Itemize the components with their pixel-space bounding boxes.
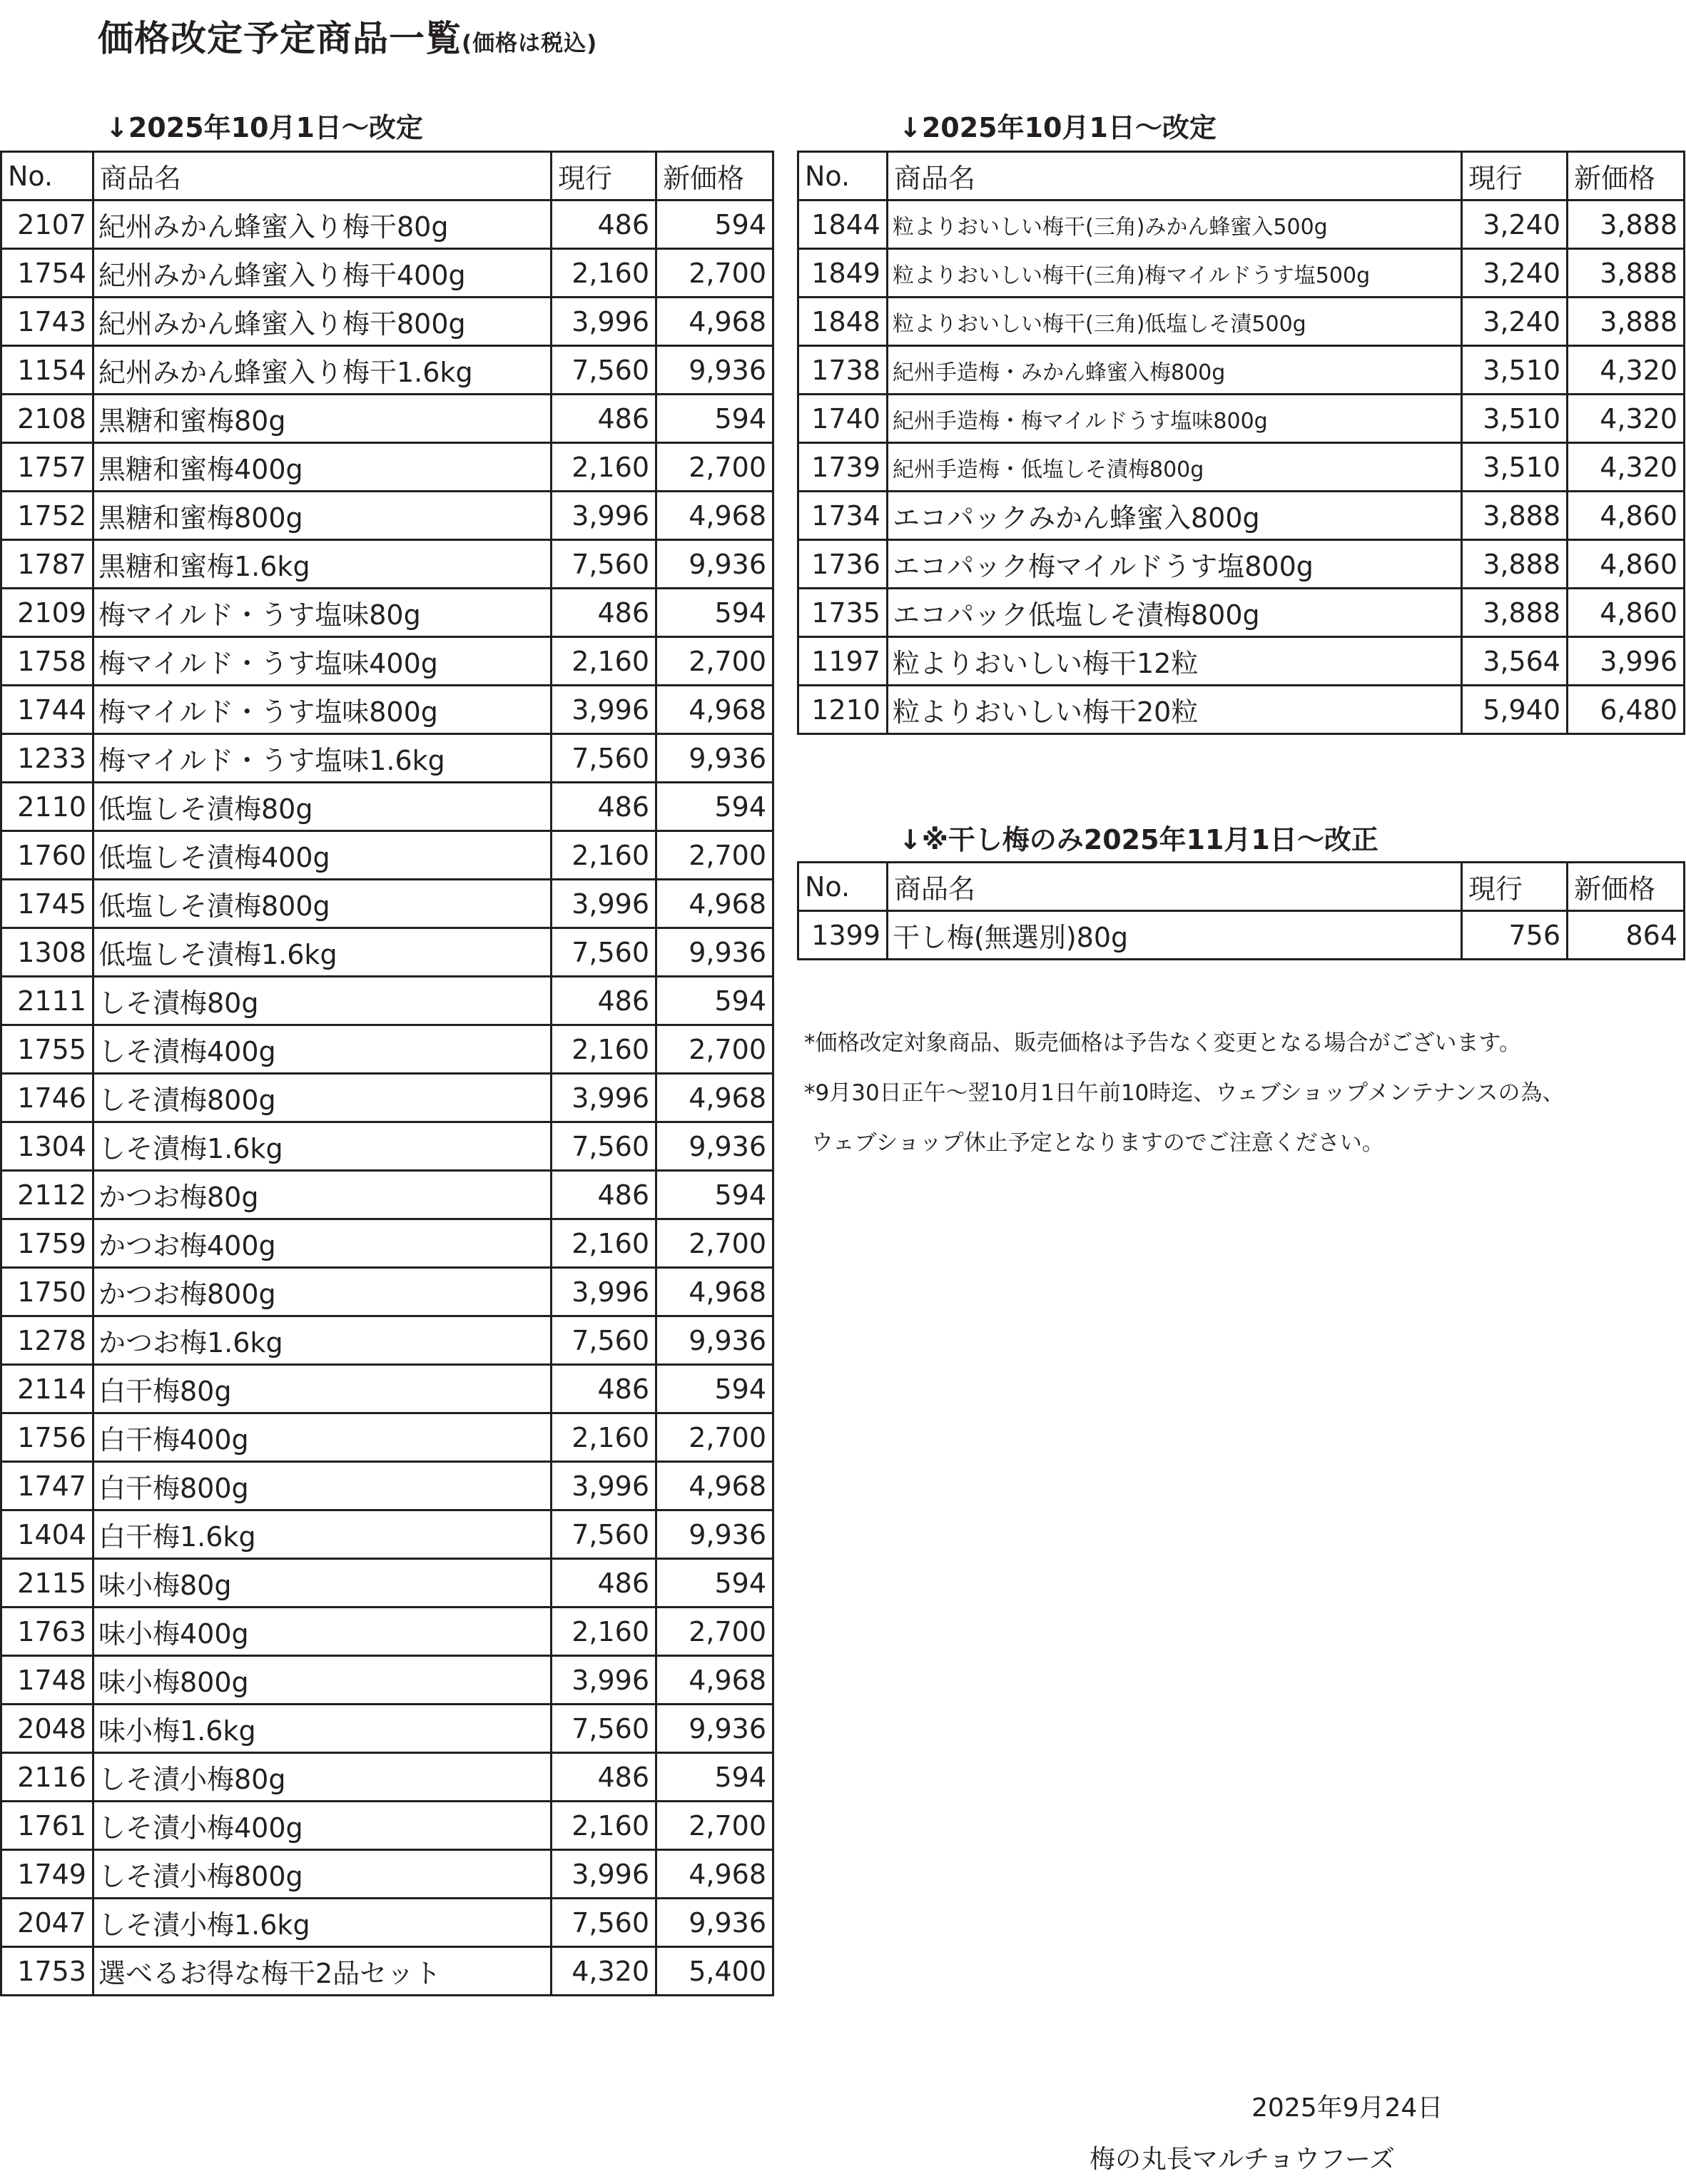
product-name: 味小梅400g [93, 1607, 552, 1656]
table-row [1, 1947, 773, 1996]
table-row [1, 1365, 773, 1413]
new-price: 4,860 [1568, 540, 1685, 589]
new-price: 2,700 [656, 637, 773, 686]
current-price: 486 [552, 783, 656, 831]
product-number: 1404 [1, 1510, 93, 1559]
product-number: 1210 [798, 686, 888, 734]
new-price: 2,700 [656, 1025, 773, 1074]
product-number: 1752 [1, 492, 93, 540]
new-price: 4,320 [1568, 395, 1685, 443]
table-row [1, 589, 773, 637]
current-price: 2,160 [552, 1219, 656, 1268]
current-price: 7,560 [552, 734, 656, 783]
product-number: 2111 [1, 977, 93, 1025]
product-name: 紀州みかん蜂蜜入り梅干1.6kg [93, 346, 552, 395]
current-price: 7,560 [552, 1899, 656, 1947]
table-row [1, 1268, 773, 1316]
product-name: 紀州みかん蜂蜜入り梅干800g [93, 298, 552, 346]
product-number: 1748 [1, 1656, 93, 1705]
hoshi-section-heading: ↓※干し梅のみ2025年11月1日～改正 [899, 824, 1378, 855]
product-number: 1399 [798, 911, 888, 960]
new-price: 4,968 [656, 1850, 773, 1899]
product-number: 2109 [1, 589, 93, 637]
product-name: 粒よりおいしい梅干(三角)低塩しそ漬500g [888, 298, 1462, 346]
table-row [798, 686, 1685, 734]
product-name: 粒よりおいしい梅干(三角)みかん蜂蜜入500g [888, 200, 1462, 249]
product-number: 1849 [798, 249, 888, 298]
new-price: 4,860 [1568, 492, 1685, 540]
product-name: 梅マイルド・うす塩味1.6kg [93, 734, 552, 783]
product-name: 白干梅1.6kg [93, 1510, 552, 1559]
table-row [1, 734, 773, 783]
product-number: 1753 [1, 1947, 93, 1996]
right-price-table [797, 151, 1685, 735]
product-name: しそ漬小梅800g [93, 1850, 552, 1899]
table-row [798, 492, 1685, 540]
product-number: 1735 [798, 589, 888, 637]
current-price: 2,160 [552, 831, 656, 880]
table-row [1, 686, 773, 734]
product-number: 1749 [1, 1850, 93, 1899]
table-row [1, 298, 773, 346]
right-section-heading: ↓2025年10月1日～改定 [899, 112, 1217, 143]
table-row [1, 395, 773, 443]
table-row [798, 395, 1685, 443]
new-price: 4,320 [1568, 346, 1685, 395]
product-name: 味小梅1.6kg [93, 1705, 552, 1753]
product-name: エコパックみかん蜂蜜入800g [888, 492, 1462, 540]
current-price: 3,996 [552, 1850, 656, 1899]
product-name: 紀州みかん蜂蜜入り梅干80g [93, 200, 552, 249]
table-row [1, 1850, 773, 1899]
table-header-row [1, 152, 773, 200]
product-number: 1743 [1, 298, 93, 346]
new-price: 9,936 [656, 1899, 773, 1947]
note-maintenance: *9月30日正午～翌10月1日午前10時迄、ウェブショップメンテナンスの為、 [804, 1080, 1565, 1106]
table-row [1, 637, 773, 686]
product-name: 低塩しそ漬梅400g [93, 831, 552, 880]
new-price: 9,936 [656, 1705, 773, 1753]
issue-date: 2025年9月24日 [1251, 2093, 1443, 2123]
product-number: 1757 [1, 443, 93, 492]
new-price: 5,400 [656, 1947, 773, 1996]
table-row [798, 249, 1685, 298]
col-header-new: 新価格 [656, 152, 773, 200]
product-number: 1745 [1, 880, 93, 928]
product-name: 白干梅80g [93, 1365, 552, 1413]
product-name: 黒糖和蜜梅1.6kg [93, 540, 552, 589]
current-price: 3,996 [552, 298, 656, 346]
product-number: 1761 [1, 1802, 93, 1850]
current-price: 7,560 [552, 928, 656, 977]
table-row [1, 1171, 773, 1219]
product-name: かつお梅400g [93, 1219, 552, 1268]
product-name: しそ漬小梅80g [93, 1753, 552, 1802]
current-price: 3,996 [552, 1462, 656, 1510]
product-number: 1744 [1, 686, 93, 734]
new-price: 594 [656, 783, 773, 831]
current-price: 486 [552, 200, 656, 249]
current-price: 2,160 [552, 443, 656, 492]
product-name: 低塩しそ漬梅1.6kg [93, 928, 552, 977]
current-price: 3,888 [1462, 589, 1568, 637]
current-price: 7,560 [552, 1316, 656, 1365]
product-name: かつお梅800g [93, 1268, 552, 1316]
new-price: 9,936 [656, 540, 773, 589]
current-price: 486 [552, 1171, 656, 1219]
current-price: 3,996 [552, 492, 656, 540]
current-price: 3,996 [552, 686, 656, 734]
product-name: 粒よりおいしい梅干12粒 [888, 637, 1462, 686]
product-number: 1154 [1, 346, 93, 395]
table-row [798, 443, 1685, 492]
company-name: 梅の丸長マルチョウフーズ [1090, 2145, 1396, 2174]
product-number: 2108 [1, 395, 93, 443]
new-price: 4,968 [656, 1268, 773, 1316]
product-name: かつお梅1.6kg [93, 1316, 552, 1365]
product-name: 紀州手造梅・みかん蜂蜜入梅800g [888, 346, 1462, 395]
left-price-table [0, 151, 774, 1996]
table-row [798, 346, 1685, 395]
current-price: 2,160 [552, 249, 656, 298]
product-name: かつお梅80g [93, 1171, 552, 1219]
table-row [798, 589, 1685, 637]
new-price: 3,888 [1568, 200, 1685, 249]
new-price: 3,888 [1568, 298, 1685, 346]
product-name: 低塩しそ漬梅80g [93, 783, 552, 831]
product-name: しそ漬梅800g [93, 1074, 552, 1122]
current-price: 3,510 [1462, 395, 1568, 443]
table-header-row [798, 863, 1685, 911]
new-price: 3,996 [1568, 637, 1685, 686]
product-name: 梅マイルド・うす塩味400g [93, 637, 552, 686]
product-name: 紀州みかん蜂蜜入り梅干400g [93, 249, 552, 298]
product-name: 干し梅(無選別)80g [888, 911, 1462, 960]
current-price: 3,564 [1462, 637, 1568, 686]
col-header-current: 現行 [552, 152, 656, 200]
current-price: 486 [552, 589, 656, 637]
product-number: 2115 [1, 1559, 93, 1607]
current-price: 486 [552, 1365, 656, 1413]
new-price: 2,700 [656, 831, 773, 880]
table-row [1, 249, 773, 298]
current-price: 486 [552, 977, 656, 1025]
product-name: エコパック低塩しそ漬梅800g [888, 589, 1462, 637]
current-price: 3,240 [1462, 298, 1568, 346]
table-row [1, 1559, 773, 1607]
product-name: しそ漬梅80g [93, 977, 552, 1025]
current-price: 3,996 [552, 880, 656, 928]
current-price: 486 [552, 1753, 656, 1802]
new-price: 594 [656, 977, 773, 1025]
product-number: 1738 [798, 346, 888, 395]
table-row [1, 1462, 773, 1510]
product-number: 1746 [1, 1074, 93, 1122]
product-number: 1844 [798, 200, 888, 249]
current-price: 2,160 [552, 1802, 656, 1850]
hoshi-price-table [797, 861, 1685, 960]
new-price: 594 [656, 1365, 773, 1413]
table-row [1, 1219, 773, 1268]
current-price: 3,510 [1462, 346, 1568, 395]
new-price: 2,700 [656, 1607, 773, 1656]
col-header-current: 現行 [1462, 863, 1568, 911]
table-row [1, 1413, 773, 1462]
table-row [1, 540, 773, 589]
product-name: しそ漬梅1.6kg [93, 1122, 552, 1171]
product-number: 1754 [1, 249, 93, 298]
current-price: 2,160 [552, 1607, 656, 1656]
new-price: 9,936 [656, 1316, 773, 1365]
current-price: 756 [1462, 911, 1568, 960]
product-number: 2114 [1, 1365, 93, 1413]
left-section-heading: ↓2025年10月1日～改定 [106, 112, 423, 143]
current-price: 2,160 [552, 1413, 656, 1462]
product-number: 1197 [798, 637, 888, 686]
table-row [1, 977, 773, 1025]
new-price: 9,936 [656, 346, 773, 395]
new-price: 2,700 [656, 1802, 773, 1850]
current-price: 2,160 [552, 1025, 656, 1074]
product-number: 1736 [798, 540, 888, 589]
col-header-name: 商品名 [888, 863, 1462, 911]
product-number: 1758 [1, 637, 93, 686]
new-price: 4,860 [1568, 589, 1685, 637]
product-number: 1734 [798, 492, 888, 540]
new-price: 4,968 [656, 1656, 773, 1705]
table-row [1, 1025, 773, 1074]
product-number: 1763 [1, 1607, 93, 1656]
product-number: 1759 [1, 1219, 93, 1268]
product-name: 梅マイルド・うす塩味80g [93, 589, 552, 637]
product-number: 1233 [1, 734, 93, 783]
title-tax-note: (価格は税込) [462, 31, 598, 56]
current-price: 3,240 [1462, 200, 1568, 249]
new-price: 9,936 [656, 1122, 773, 1171]
product-name: 白干梅400g [93, 1413, 552, 1462]
table-row [1, 1316, 773, 1365]
table-row [1, 1705, 773, 1753]
product-name: 選べるお得な梅干2品セット [93, 1947, 552, 1996]
new-price: 9,936 [656, 734, 773, 783]
product-number: 1304 [1, 1122, 93, 1171]
current-price: 3,996 [552, 1074, 656, 1122]
product-number: 1755 [1, 1025, 93, 1074]
col-header-no: No. [798, 152, 888, 200]
product-name: 粒よりおいしい梅干20粒 [888, 686, 1462, 734]
table-row [1, 1074, 773, 1122]
product-number: 1278 [1, 1316, 93, 1365]
table-row [1, 1802, 773, 1850]
product-number: 1740 [798, 395, 888, 443]
product-number: 1848 [798, 298, 888, 346]
product-number: 2047 [1, 1899, 93, 1947]
new-price: 864 [1568, 911, 1685, 960]
new-price: 9,936 [656, 928, 773, 977]
table-row [1, 1510, 773, 1559]
current-price: 3,888 [1462, 540, 1568, 589]
new-price: 4,968 [656, 1074, 773, 1122]
new-price: 4,968 [656, 880, 773, 928]
new-price: 6,480 [1568, 686, 1685, 734]
new-price: 594 [656, 395, 773, 443]
product-number: 2107 [1, 200, 93, 249]
product-number: 1747 [1, 1462, 93, 1510]
page-title [98, 10, 597, 61]
new-price: 2,700 [656, 443, 773, 492]
new-price: 2,700 [656, 249, 773, 298]
current-price: 3,240 [1462, 249, 1568, 298]
product-name: 粒よりおいしい梅干(三角)梅マイルドうす塩500g [888, 249, 1462, 298]
product-number: 2112 [1, 1171, 93, 1219]
table-row [1, 880, 773, 928]
product-name: 白干梅800g [93, 1462, 552, 1510]
product-number: 1756 [1, 1413, 93, 1462]
product-name: 黒糖和蜜梅400g [93, 443, 552, 492]
current-price: 3,510 [1462, 443, 1568, 492]
product-number: 1787 [1, 540, 93, 589]
table-row [798, 637, 1685, 686]
table-row [798, 200, 1685, 249]
current-price: 4,320 [552, 1947, 656, 1996]
table-row [1, 200, 773, 249]
table-row [798, 540, 1685, 589]
new-price: 594 [656, 1753, 773, 1802]
product-name: 黒糖和蜜梅80g [93, 395, 552, 443]
new-price: 4,320 [1568, 443, 1685, 492]
col-header-new: 新価格 [1568, 152, 1685, 200]
product-name: 黒糖和蜜梅800g [93, 492, 552, 540]
current-price: 5,940 [1462, 686, 1568, 734]
current-price: 7,560 [552, 540, 656, 589]
note-maintenance-cont: ウェブショップ休止予定となりますのでご注意ください。 [804, 1130, 1384, 1156]
table-row [1, 346, 773, 395]
product-number: 1760 [1, 831, 93, 880]
new-price: 594 [656, 1171, 773, 1219]
note-price-change: *価格改定対象商品、販売価格は予告なく変更となる場合がございます。 [804, 1030, 1522, 1056]
table-row [1, 783, 773, 831]
current-price: 486 [552, 1559, 656, 1607]
table-row [1, 1656, 773, 1705]
new-price: 3,888 [1568, 249, 1685, 298]
current-price: 486 [552, 395, 656, 443]
product-name: 低塩しそ漬梅800g [93, 880, 552, 928]
product-name: しそ漬梅400g [93, 1025, 552, 1074]
new-price: 4,968 [656, 686, 773, 734]
col-header-name: 商品名 [93, 152, 552, 200]
product-name: しそ漬小梅1.6kg [93, 1899, 552, 1947]
product-name: しそ漬小梅400g [93, 1802, 552, 1850]
table-row [1, 443, 773, 492]
new-price: 9,936 [656, 1510, 773, 1559]
current-price: 3,996 [552, 1656, 656, 1705]
col-header-no: No. [798, 863, 888, 911]
table-row [1, 1607, 773, 1656]
product-number: 1308 [1, 928, 93, 977]
product-name: 紀州手造梅・梅マイルドうす塩味800g [888, 395, 1462, 443]
current-price: 7,560 [552, 1510, 656, 1559]
product-number: 1750 [1, 1268, 93, 1316]
table-row [1, 928, 773, 977]
product-number: 2110 [1, 783, 93, 831]
current-price: 7,560 [552, 1122, 656, 1171]
table-row [1, 831, 773, 880]
col-header-no: No. [1, 152, 93, 200]
table-row [1, 1899, 773, 1947]
product-name: 梅マイルド・うす塩味800g [93, 686, 552, 734]
col-header-new: 新価格 [1568, 863, 1685, 911]
new-price: 2,700 [656, 1219, 773, 1268]
product-number: 2048 [1, 1705, 93, 1753]
product-name: 味小梅80g [93, 1559, 552, 1607]
new-price: 4,968 [656, 298, 773, 346]
table-row [1, 492, 773, 540]
table-row [1, 1122, 773, 1171]
new-price: 594 [656, 200, 773, 249]
product-number: 1739 [798, 443, 888, 492]
product-name: 味小梅800g [93, 1656, 552, 1705]
new-price: 4,968 [656, 492, 773, 540]
table-row [1, 1753, 773, 1802]
col-header-name: 商品名 [888, 152, 1462, 200]
table-row [798, 298, 1685, 346]
new-price: 2,700 [656, 1413, 773, 1462]
col-header-current: 現行 [1462, 152, 1568, 200]
current-price: 7,560 [552, 1705, 656, 1753]
table-header-row [798, 152, 1685, 200]
new-price: 594 [656, 1559, 773, 1607]
product-number: 2116 [1, 1753, 93, 1802]
current-price: 7,560 [552, 346, 656, 395]
current-price: 2,160 [552, 637, 656, 686]
current-price: 3,996 [552, 1268, 656, 1316]
product-name: 紀州手造梅・低塩しそ漬梅800g [888, 443, 1462, 492]
title-main: 価格改定予定商品一覧 [98, 18, 462, 59]
product-name: エコパック梅マイルドうす塩800g [888, 540, 1462, 589]
current-price: 3,888 [1462, 492, 1568, 540]
new-price: 4,968 [656, 1462, 773, 1510]
new-price: 594 [656, 589, 773, 637]
table-row [798, 911, 1685, 960]
